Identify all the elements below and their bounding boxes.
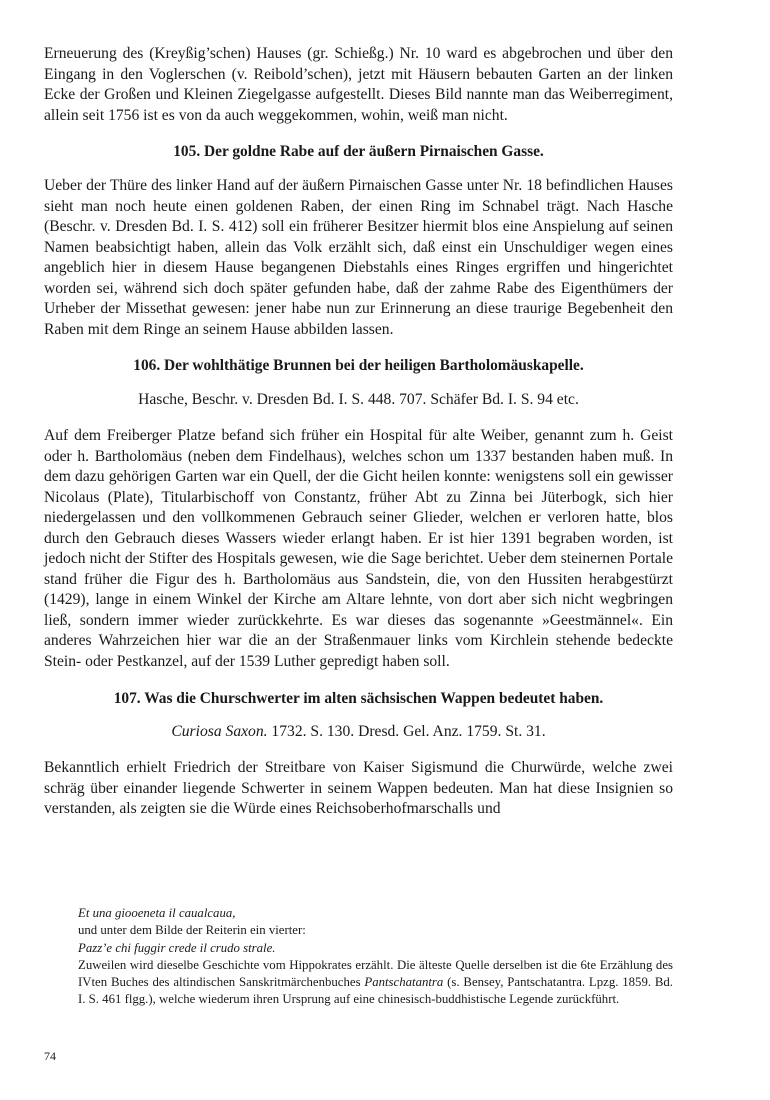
footnote-line-2: und unter dem Bilde der Reiterin ein vierter: bbox=[78, 923, 306, 938]
footnote-line-3: Pazz’e chi fuggir crede il crudo strale. bbox=[78, 940, 276, 955]
footnote-text-b: (s. Bensey, Pantschatantra. Lpzg. 1859. Bd. I. S. 461 flgg.), welche wiederum ihren Ursprung auf eine chinesisch-buddhistische Legende zurückführt. bbox=[78, 975, 674, 1007]
section-106-paragraph: Auf dem Freiberger Platze befand sich früher ein Hospital für alte Weiber, genannt zum h. Geist oder h. Bartholomäus (neben dem Findelhaus), welches schon um 1337 bestanden haben muß. In dem dazu gehörigen Garten war ein Quell, der die Gicht heilen konnte: wenigstens soll ein gewisser Nicolaus (Plate), Titularbischoff von Constantz, früher Abt zu Zinna bei Jüterbogk, sich hier niedergelassen und den vollkommenen Gebrauch seiner Glieder, welchen er verloren hatte, blos durch den Gebrauch dieses Wassers wieder erlangt haben. Er ist hier 1391 begraben worden, ist jedoch nicht der Stifter des Hospitals gewesen, wie die Sage berichtet. Ueber dem steinernen Portale stand früher die Figur des h. Bartholomäus aus Sandstein, die, von den Hussiten herabgestürzt (1429), lange in einem Winkel der Kirche am Altare lehnte, von dort aber sich nicht wegbringen ließ, sondern immer wieder zurückkehrte. Es war dieses das sogenannte »Geestmännel«. Ein anderes Wahrzeichen hier war die an der Straßenmauer links vom Kirchlein stehende bedeckte Stein- oder Pestkanzel, auf der 1539 Luther gepredigt haben soll. bbox=[44, 427, 673, 670]
section-106-heading: 106. Der wohlthätige Brunnen bei der heiligen Bartholomäuskapelle. bbox=[133, 357, 584, 374]
page-number: 74 bbox=[44, 1049, 56, 1063]
intro-paragraph: Erneuerung des (Kreyßig’schen) Hauses (gr. Schießg.) Nr. 10 ward es abgebrochen und über den Eingang in den Voglerschen (v. Reibold’schen), jetzt mit Häusern bebauten Garten an der linken Ecke der Großen und Kleinen Ziegelgasse aufgestellt. Dieses Bild nannte man das Weiberregiment, allein seit 1756 ist es von da auch weggekommen, wohin, weiß man nicht. bbox=[44, 45, 673, 124]
section-105-paragraph: Ueber der Thüre des linker Hand auf der äußern Pirnaischen Gasse unter Nr. 18 befindlichen Hauses sieht man noch heute einen goldenen Raben, der einen Ring im Schnabel trägt. Nach Hasche (Beschr. v. Dresden Bd. I. S. 412) soll ein früherer Besitzer hiermit blos eine Anspielung auf seinen Namen beabsichtigt haben, allein das Volk erzählt sich, daß einst ein Unschuldiger wegen eines angeblich hier in diesem Hause begangenen Diebstahls eines Ringes ergriffen und hingerichtet worden sei, während sich doch später gefunden habe, daß der zahme Rabe des Eigenthümers der Urheber der Missethat gewesen: jener habe nun zur Erinnerung an diese traurige Begebenheit den Raben mit dem Ringe an seinem Hause abbilden lassen. bbox=[44, 177, 673, 338]
footnote-line-1: Et una giooeneta il caualcaua, bbox=[78, 906, 236, 920]
footnote-book-title: Pantschatantra bbox=[364, 975, 444, 990]
section-107-source-title: Curiosa Saxon. bbox=[171, 723, 268, 740]
footnote-paragraph bbox=[78, 957, 673, 1009]
section-105-heading: 105. Der goldne Rabe auf der äußern Pirnaischen Gasse. bbox=[173, 143, 544, 160]
footnote-text-a: Zuweilen wird dieselbe Geschichte vom Hippokrates erzählt. Die älteste Quelle derselben ist die 6te Erzählung des IVten Buches des altindischen Sanskritmärchenbuches bbox=[78, 957, 673, 990]
page-body bbox=[44, 44, 673, 820]
footnotes bbox=[78, 905, 673, 1009]
section-107-heading: 107. Was die Churschwerter im alten sächsischen Wappen bedeutet haben. bbox=[113, 690, 604, 707]
section-107-source-rest: 1732. S. 130. Dresd. Gel. Anz. 1759. St. 31. bbox=[267, 723, 546, 740]
section-107-source bbox=[44, 722, 673, 742]
section-106-source: Hasche, Beschr. v. Dresden Bd. I. S. 448. 707. Schäfer Bd. I. S. 94 etc. bbox=[138, 391, 579, 408]
section-107-paragraph: Bekanntlich erhielt Friedrich der Streitbare von Kaiser Sigismund die Churwürde, welche zwei schräg über einander liegende Schwerter in seinem Wappen bedeuten. Man hat diese Insignien so verstanden, als zeigten sie die Würde eines Reichsoberhofmarschalls und bbox=[44, 759, 673, 817]
